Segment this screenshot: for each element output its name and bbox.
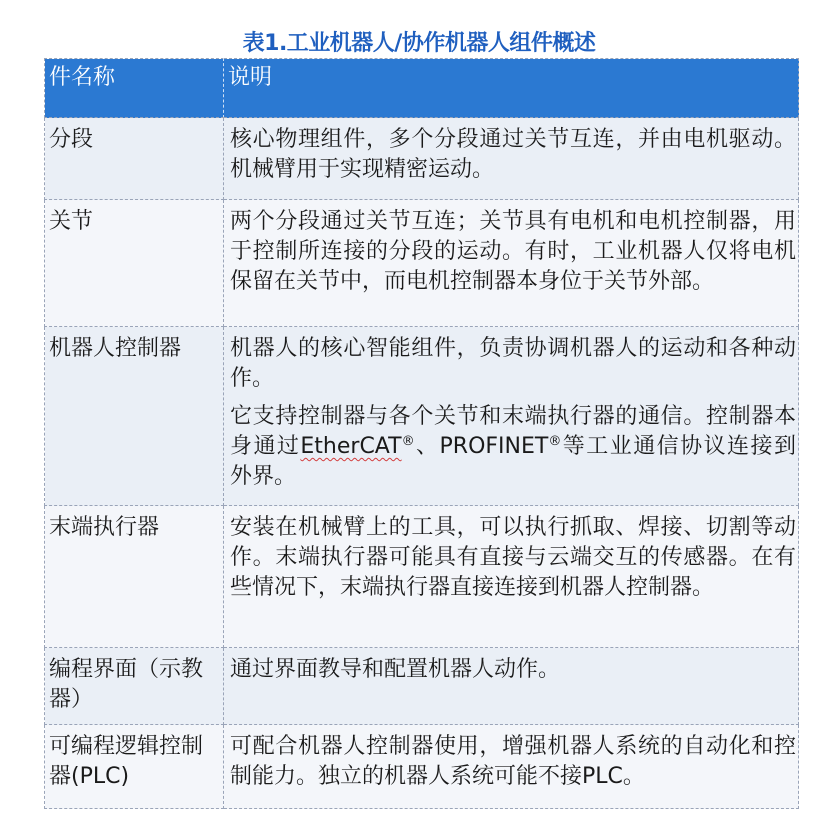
table-row bbox=[45, 327, 799, 506]
registered-mark: ® bbox=[548, 434, 562, 449]
component-name: 机器人控制器 bbox=[45, 327, 224, 506]
component-name: 分段 bbox=[45, 118, 224, 200]
component-description: 核心物理组件，多个分段通过关节互连，并由电机驱动。机械臂用于实现精密运动。 bbox=[224, 118, 799, 200]
header-description: 说明 bbox=[224, 59, 799, 118]
description-paragraph: 机器人的核心智能组件，负责协调机器人的运动和各种动作。 bbox=[230, 336, 796, 391]
registered-mark: ® bbox=[401, 434, 415, 449]
component-description: 两个分段通过关节互连；关节具有电机和电机控制器，用于控制所连接的分段的运动。有时，工业机器人仅将电机保留在关节中，而电机控制器本身位于关节外部。 bbox=[224, 200, 799, 327]
table-row bbox=[45, 725, 799, 809]
component-description: 通过界面教导和配置机器人动作。 bbox=[224, 648, 799, 725]
ethercat-brand: EtherCAT bbox=[300, 434, 402, 459]
profinet-brand: PROFINET bbox=[439, 434, 549, 459]
table-row bbox=[45, 648, 799, 725]
component-name: 关节 bbox=[45, 200, 224, 327]
description-text: 等工业通信协议连接到外界。 bbox=[230, 434, 796, 489]
header-component-name: 件名称 bbox=[45, 59, 224, 118]
description-paragraph bbox=[230, 402, 796, 492]
component-name: 编程界面（示教器） bbox=[45, 648, 224, 725]
description-text: 它支持控制器与各个关节和末端执行器的通信。控制器本身通过 bbox=[230, 404, 796, 459]
table-row bbox=[45, 118, 799, 200]
table-row bbox=[45, 200, 799, 327]
components-table bbox=[44, 58, 799, 809]
component-description bbox=[224, 327, 799, 506]
component-description: 可配合机器人控制器使用，增强机器人系统的自动化和控制能力。独立的机器人系统可能不接PLC。 bbox=[224, 725, 799, 809]
component-name: 末端执行器 bbox=[45, 506, 224, 648]
table-row bbox=[45, 506, 799, 648]
table-header-row bbox=[45, 59, 799, 118]
separator: 、 bbox=[414, 434, 440, 459]
component-description: 安装在机械臂上的工具，可以执行抓取、焊接、切割等动作。末端执行器可能具有直接与云端交互的传感器。在有些情况下，末端执行器直接连接到机器人控制器。 bbox=[224, 506, 799, 648]
table-title: 表1.工业机器人/协作机器人组件概述 bbox=[242, 31, 596, 56]
component-name: 可编程逻辑控制器(PLC) bbox=[45, 725, 224, 809]
